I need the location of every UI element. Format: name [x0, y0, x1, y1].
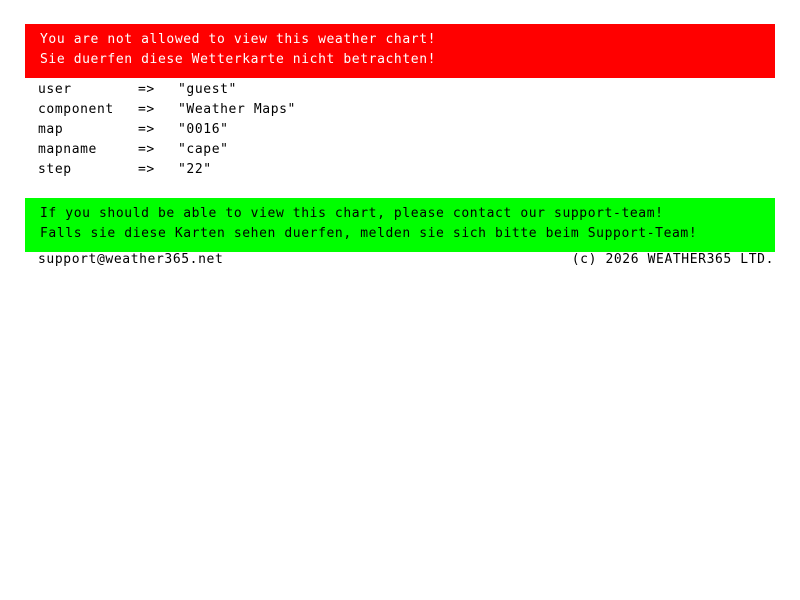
parameter-list [38, 80, 738, 180]
parameter-row [38, 100, 738, 120]
error-banner-line-en: You are not allowed to view this weather chart! [40, 32, 437, 47]
error-banner-line-de: Sie duerfen diese Wetterkarte nicht betrachten! [40, 52, 437, 67]
footer [38, 250, 774, 270]
parameter-row [38, 140, 738, 160]
parameter-value: "cape" [178, 142, 229, 157]
parameter-value: "Weather Maps" [178, 102, 296, 117]
error-banner [25, 24, 775, 78]
parameter-key: component [38, 102, 114, 117]
parameter-row [38, 160, 738, 180]
parameter-arrow: => [138, 122, 155, 137]
parameter-arrow: => [138, 162, 155, 177]
parameter-arrow: => [138, 102, 155, 117]
parameter-key: user [38, 82, 72, 97]
parameter-value: "0016" [178, 122, 229, 137]
parameter-arrow: => [138, 82, 155, 97]
info-banner [25, 198, 775, 252]
parameter-row [38, 80, 738, 100]
parameter-key: mapname [38, 142, 97, 157]
copyright-text: (c) 2026 WEATHER365 LTD. [571, 252, 774, 267]
parameter-key: map [38, 122, 64, 137]
parameter-key: step [38, 162, 72, 177]
parameter-row [38, 120, 738, 140]
info-banner-line-en: If you should be able to view this chart, please contact our support-team! [40, 206, 664, 221]
support-email-link[interactable]: support@weather365.net [38, 252, 224, 267]
parameter-value: "22" [178, 162, 212, 177]
parameter-arrow: => [138, 142, 155, 157]
info-banner-line-de: Falls sie diese Karten sehen duerfen, melden sie sich bitte beim Support-Team! [40, 226, 698, 241]
parameter-value: "guest" [178, 82, 237, 97]
